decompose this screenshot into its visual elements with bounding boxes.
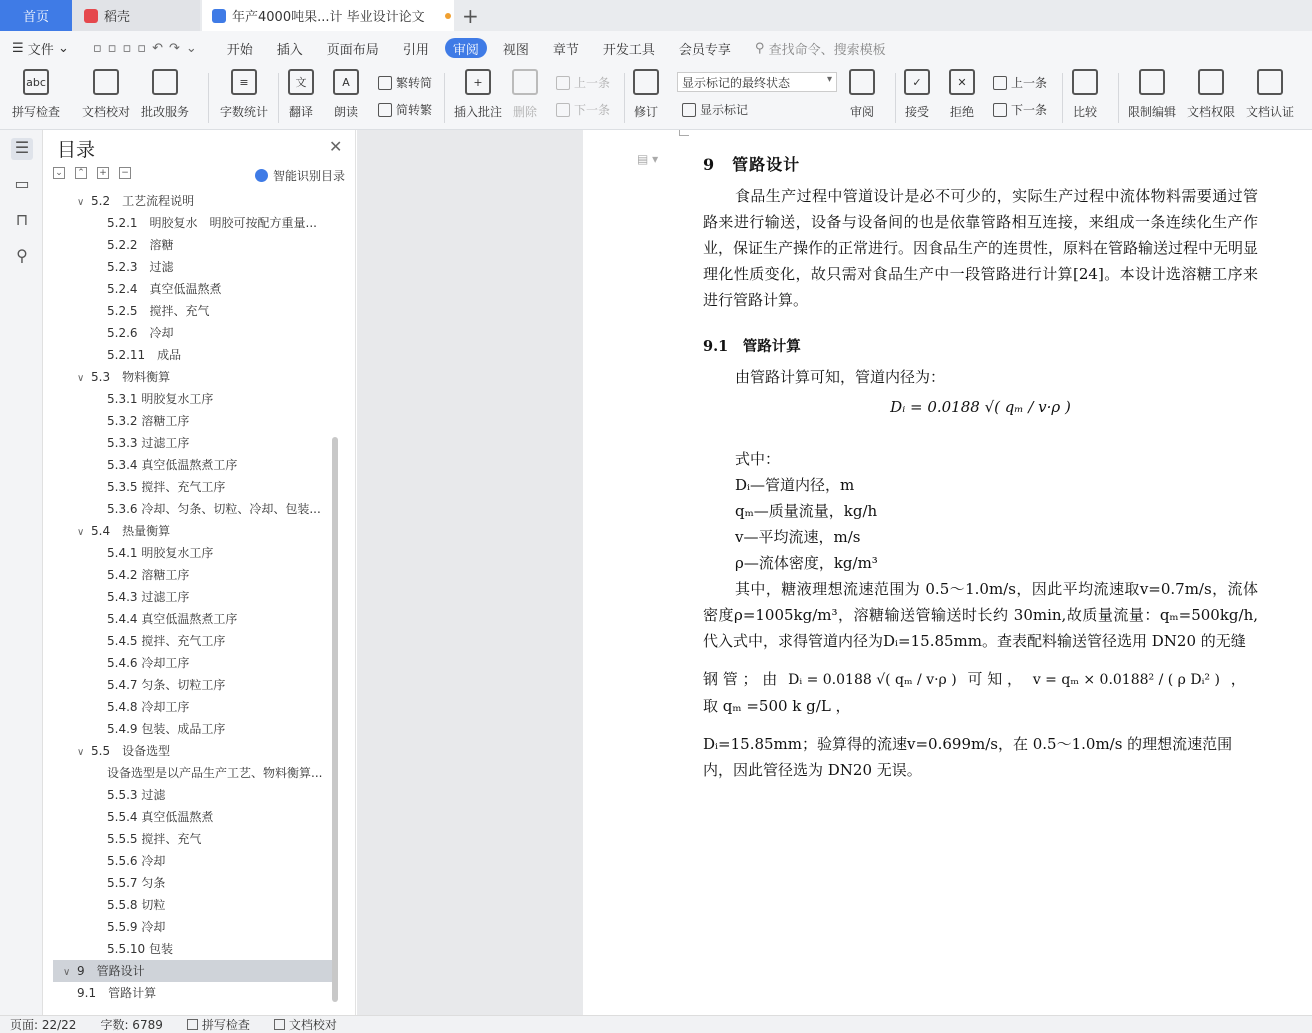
def-v: v—平均流速，m/s: [735, 528, 861, 546]
tab-home[interactable]: 首页: [0, 0, 72, 31]
divider: [1118, 73, 1119, 123]
writer-icon: [212, 9, 226, 23]
doc-proof-button[interactable]: [82, 69, 130, 120]
menu-devtools[interactable]: 开发工具: [602, 42, 655, 58]
translate-button[interactable]: [288, 69, 314, 120]
toc-item[interactable]: [53, 938, 338, 960]
chevron-down-icon[interactable]: ∨: [77, 747, 85, 758]
show-markup-icon: [682, 103, 696, 117]
verify-text-a: 钢 管 ； 由: [703, 670, 778, 688]
formula-inline-v: v = qₘ × 0.0188² / ( ρ Dᵢ² ): [1032, 672, 1220, 688]
simp-to-trad-label: 简转繁: [396, 103, 433, 117]
document-page: [583, 130, 1312, 1015]
delete-comment-icon: [512, 69, 538, 95]
restrict-edit-label: 限制编辑: [1128, 105, 1177, 119]
toc-item[interactable]: [53, 872, 338, 894]
toc-item-label: 5.5 设备选型: [91, 744, 171, 758]
toc-item[interactable]: [53, 982, 338, 1004]
where-label: 式中：: [735, 450, 781, 468]
toc-item[interactable]: [53, 630, 338, 652]
collapse-all-icon[interactable]: ⌃: [75, 167, 87, 179]
chevron-down-icon[interactable]: ∨: [77, 197, 85, 208]
chevron-down-icon[interactable]: ∨: [77, 373, 85, 384]
side-icon-strip: [0, 130, 43, 1015]
remove-heading-icon[interactable]: −: [119, 167, 131, 179]
status-spell-check[interactable]: [187, 1016, 250, 1033]
toc-item-label: 5.2 工艺流程说明: [91, 194, 195, 208]
simp-to-trad-button[interactable]: [378, 101, 432, 118]
prev-comment-button[interactable]: [556, 74, 610, 91]
menu-review[interactable]: 审阅: [445, 38, 487, 58]
accept-button[interactable]: [904, 69, 930, 120]
def-rho: ρ—流体密度，kg/m³: [735, 554, 878, 572]
menu-reference[interactable]: 引用: [402, 42, 429, 58]
read-aloud-button[interactable]: [333, 69, 359, 120]
menu-view[interactable]: 视图: [502, 42, 529, 58]
toc-item-label: 9.1 管路计算: [77, 986, 157, 1000]
heading-9-1: 9.1 管路计算: [703, 338, 801, 355]
toc-item-label: 5.2.2 溶糖: [107, 238, 174, 252]
toc-item-label: 5.3.4 真空低温熬煮工序: [107, 458, 238, 472]
toc-item-label: 5.2.6 冷却: [107, 326, 174, 340]
formula-inline-di: Dᵢ = 0.0188 √( qₘ / v·ρ ): [788, 672, 957, 688]
toc-item[interactable]: [53, 410, 338, 432]
next-change-label: 下一条: [1011, 103, 1048, 117]
toc-item-label: 5.2.3 过滤: [107, 260, 174, 274]
toc-item[interactable]: [53, 344, 338, 366]
doc-permission-label: 文档权限: [1187, 105, 1236, 119]
toc-item[interactable]: [53, 564, 338, 586]
toc-item[interactable]: [53, 960, 338, 982]
toc-item-label: 5.5.8 切粒: [107, 898, 166, 912]
toc-item-label: 9 管路设计: [77, 964, 145, 978]
compare-button[interactable]: [1072, 69, 1098, 120]
accept-label: 接受: [904, 105, 929, 119]
toc-item[interactable]: [53, 542, 338, 564]
toc-item-label: 5.3.2 溶糖工序: [107, 414, 190, 428]
verify-text-c: ， 取 qₘ =500 k g/L ，: [703, 670, 1246, 715]
insert-comment-icon: +: [465, 69, 491, 95]
reject-button[interactable]: [949, 69, 975, 120]
review-pane-label: 审阅: [849, 105, 874, 119]
paragraph-formula-intro: 由管路计算可知，管道内径为：: [735, 368, 946, 386]
prev-change-icon: [993, 76, 1007, 90]
toc-item[interactable]: [53, 366, 338, 388]
read-aloud-label: 朗读: [333, 105, 358, 119]
toc-item-label: 5.5.10 包装: [107, 942, 173, 956]
expand-all-icon[interactable]: ⌄: [53, 167, 65, 179]
spell-check-icon: abc: [23, 69, 49, 95]
def-di: Dᵢ—管道内径，m: [735, 476, 855, 494]
toc-item[interactable]: [53, 300, 338, 322]
toc-item[interactable]: [53, 454, 338, 476]
toc-item[interactable]: [53, 278, 338, 300]
track-changes-icon: [633, 69, 659, 95]
toc-item-label: 5.4.3 过滤工序: [107, 590, 190, 604]
docer-icon: [84, 9, 98, 23]
toc-item[interactable]: [53, 696, 338, 718]
toc-item[interactable]: [53, 674, 338, 696]
menu-layout[interactable]: 页面布局: [326, 42, 379, 58]
menu-start[interactable]: 开始: [226, 42, 253, 58]
toc-item[interactable]: [53, 234, 338, 256]
toc-item[interactable]: [53, 916, 338, 938]
paragraph-intro: 食品生产过程中管道设计是必不可少的，实际生产过程中流体物料需要通过管路来进行输送，设备与设备间的也是依靠管路相互连接，来组成一条连续化生产作业，保证生产操作的正常进行。因食品生产的连贯性，原料在管路输送过程中无明显理化性质变化，故只需对食品生产中一段管路进行计算[24]。本设计选溶糖工序来进行管路计算。: [703, 187, 1259, 309]
revise-service-label: 批改服务: [141, 105, 190, 119]
divider: [444, 73, 445, 123]
next-comment-button[interactable]: [556, 101, 610, 118]
spell-check-button[interactable]: [12, 69, 60, 120]
doc-proof-icon: [274, 1019, 285, 1030]
quick-access-icons[interactable]: ▫▫▫▫↶↷⌄: [92, 40, 203, 56]
search-icon: ⚲: [754, 40, 769, 56]
toc-item-label: 5.5.9 冷却: [107, 920, 166, 934]
toc-item[interactable]: [53, 608, 338, 630]
toc-item-label: 5.2.11 成品: [107, 348, 182, 362]
prev-change-label: 上一条: [1011, 76, 1048, 90]
divider: [208, 73, 209, 123]
show-markup-label: 显示标记: [700, 103, 749, 117]
toc-item-label: 5.2.1 明胶复水 明胶可按配方重量...: [107, 216, 317, 230]
toc-item[interactable]: [53, 784, 338, 806]
translate-label: 翻译: [288, 105, 313, 119]
accept-icon: ✓: [904, 69, 930, 95]
tab-document-label: 年产4000吨果...计 毕业设计论文: [232, 10, 425, 25]
new-tab-button[interactable]: +: [462, 4, 479, 28]
tab-document[interactable]: [202, 0, 454, 31]
command-search[interactable]: [743, 31, 898, 65]
doc-certify-label: 文档认证: [1246, 105, 1295, 119]
bookmark-icon[interactable]: ⊓: [15, 210, 29, 229]
track-changes-button[interactable]: [633, 69, 659, 120]
search-icon[interactable]: ⚲: [16, 246, 28, 265]
smart-toc-label: 智能识别目录: [273, 169, 346, 183]
toc-item[interactable]: [53, 476, 338, 498]
delete-comment-label: 删除: [512, 105, 537, 119]
toc-item[interactable]: [53, 806, 338, 828]
trad-to-simp-button[interactable]: [378, 74, 432, 91]
toc-item[interactable]: [53, 256, 338, 278]
toc-item-label: 5.4.8 冷却工序: [107, 700, 190, 714]
toc-item[interactable]: [53, 212, 338, 234]
doc-certify-button[interactable]: [1246, 69, 1294, 120]
delete-comment-button[interactable]: [512, 69, 538, 120]
toc-list: [53, 190, 338, 1010]
divider: [278, 73, 279, 123]
toc-item-label: 5.4.9 包装、成品工序: [107, 722, 226, 736]
toc-item-label: 5.4.6 冷却工序: [107, 656, 190, 670]
toc-item-label: 5.4 热量衡算: [91, 524, 171, 538]
toc-title: 目录: [57, 139, 96, 161]
divider: [1062, 73, 1063, 123]
heading-9: 9 管路设计: [703, 155, 801, 174]
reject-icon: ✕: [949, 69, 975, 95]
doc-proof-label: 文档校对: [82, 105, 131, 119]
toc-item[interactable]: [53, 498, 338, 520]
menu-bar: [0, 31, 1312, 65]
review-pane-icon: [849, 69, 875, 95]
margin-mark: [679, 130, 689, 136]
review-pane-button[interactable]: [849, 69, 875, 120]
toc-item-label: 5.3.3 过滤工序: [107, 436, 190, 450]
compare-label: 比较: [1072, 105, 1097, 119]
toc-item-label: 5.3.1 明胶复水工序: [107, 392, 214, 406]
simp-to-trad-icon: [378, 103, 392, 117]
file-menu[interactable]: ☰ 文件 ⌄: [12, 40, 69, 58]
toc-toolbar: [53, 167, 131, 179]
paragraph-conclusion: Dᵢ=15.85mm；验算得的流速v=0.699m/s，在 0.5～1.0m/s 的理想流速范围内，因此管径选为 DN20 无误。: [703, 735, 1233, 779]
toc-item-label: 5.5.7 匀条: [107, 876, 166, 890]
word-count-button[interactable]: [220, 69, 268, 120]
toc-scrollbar[interactable]: [332, 437, 338, 1002]
toc-item[interactable]: [53, 828, 338, 850]
next-change-icon: [993, 103, 1007, 117]
page-indicator[interactable]: 页面: 22/22: [10, 1018, 77, 1032]
toc-item[interactable]: [53, 718, 338, 740]
revise-service-button[interactable]: [141, 69, 189, 120]
paragraph-verify: [703, 666, 1258, 719]
document-margin-area: [357, 130, 583, 1015]
toc-icon[interactable]: ☰: [11, 138, 33, 160]
chevron-down-icon[interactable]: ∨: [63, 967, 71, 978]
toc-item-label: 5.4.7 匀条、切粒工序: [107, 678, 226, 692]
menu-insert[interactable]: 插入: [276, 42, 303, 58]
read-aloud-icon: A: [333, 69, 359, 95]
toc-item-label: 5.4.5 搅拌、充气工序: [107, 634, 226, 648]
tab-bar: [0, 0, 1312, 31]
def-qm: qₘ—质量流量，kg/h: [735, 502, 878, 520]
divider: [895, 73, 896, 123]
toc-item-label: 设备选型是以产品生产工艺、物料衡算...: [107, 766, 323, 780]
file-menu-label: 文件: [27, 42, 54, 58]
toc-item-label: 5.3.6 冷却、匀条、切粒、冷却、包装...: [107, 502, 321, 516]
toc-item-label: 5.5.5 搅拌、充气: [107, 832, 202, 846]
toc-item[interactable]: [53, 388, 338, 410]
divider: [624, 73, 625, 123]
add-heading-icon[interactable]: +: [97, 167, 109, 179]
track-changes-label: 修订: [633, 105, 658, 119]
toc-item[interactable]: [53, 850, 338, 872]
toc-item-label: 5.3 物料衡算: [91, 370, 171, 384]
next-change-button[interactable]: [993, 101, 1047, 118]
paragraph-calc: 其中，糖液理想流速范围为 0.5～1.0m/s，因此平均流速取v=0.7m/s，流体密度ρ=1005kg/m³，溶糖输送管输送时长约 30min,故质量流量：qₘ=500kg/h, 代入式中，求得管道内径为Dᵢ=15.85mm。查表配料输送管径选用 DN20 的无缝: [703, 580, 1258, 650]
toc-item[interactable]: [53, 520, 338, 542]
toc-item[interactable]: [53, 894, 338, 916]
chapter-nav-icon[interactable]: ▭: [14, 174, 30, 193]
toc-item-label: 5.3.5 搅拌、充气工序: [107, 480, 226, 494]
smart-toc-icon: [255, 169, 268, 182]
toc-item[interactable]: [53, 190, 338, 212]
permission-icon: [1198, 69, 1224, 95]
toc-item-label: 5.5.6 冷却: [107, 854, 166, 868]
insert-comment-button[interactable]: [454, 69, 502, 120]
tab-docer[interactable]: [72, 0, 200, 31]
spell-check-label: 拼写检查: [12, 105, 61, 119]
toc-panel: [43, 130, 356, 1015]
prev-comment-icon: [556, 76, 570, 90]
toc-item[interactable]: [53, 322, 338, 344]
menu-member[interactable]: 会员专享: [678, 42, 731, 58]
toc-item[interactable]: [53, 432, 338, 454]
paragraph-options-icon[interactable]: ▤ ▾: [637, 152, 659, 166]
status-proof-label: 文档校对: [288, 1018, 337, 1032]
doc-proof-icon: [93, 69, 119, 95]
toc-item[interactable]: [53, 740, 338, 762]
markup-state-select[interactable]: 显示标记的最终状态 ▾: [677, 72, 837, 92]
chevron-down-icon[interactable]: ∨: [77, 527, 85, 538]
trad-to-simp-icon: [378, 76, 392, 90]
restrict-edit-button[interactable]: [1128, 69, 1176, 120]
toc-item-label: 5.2.4 真空低温熬煮: [107, 282, 222, 296]
doc-permission-button[interactable]: [1187, 69, 1235, 120]
word-count-indicator[interactable]: 字数: 6789: [100, 1018, 163, 1032]
toc-item[interactable]: [53, 652, 338, 674]
word-count-icon: ≡: [231, 69, 257, 95]
verify-text-b: 可 知 ，: [967, 670, 1023, 688]
toc-item-label: 5.5.4 真空低温熬煮: [107, 810, 214, 824]
trad-to-simp-label: 繁转简: [396, 76, 433, 90]
menu-chapter[interactable]: 章节: [552, 42, 579, 58]
next-comment-label: 下一条: [574, 103, 611, 117]
formula-inner-diameter: Dᵢ = 0.0188 √( qₘ / v·ρ ): [890, 398, 1071, 416]
prev-change-button[interactable]: [993, 74, 1047, 91]
unsaved-dot-icon: [445, 13, 451, 19]
revise-service-icon: [152, 69, 178, 95]
certify-icon: [1257, 69, 1283, 95]
reject-label: 拒绝: [949, 105, 974, 119]
toc-item-label: 5.4.1 明胶复水工序: [107, 546, 214, 560]
next-comment-icon: [556, 103, 570, 117]
status-spell-label: 拼写检查: [201, 1018, 250, 1032]
prev-comment-label: 上一条: [574, 76, 611, 90]
ribbon: [0, 65, 1312, 130]
toc-item-label: 5.4.2 溶糖工序: [107, 568, 190, 582]
status-doc-proof[interactable]: [274, 1016, 337, 1033]
toc-item[interactable]: [53, 762, 338, 784]
toc-item-label: 5.2.5 搅拌、充气: [107, 304, 210, 318]
close-icon[interactable]: ✕: [329, 137, 343, 156]
toc-item-label: 5.5.3 过滤: [107, 788, 166, 802]
toc-item-label: 5.4.4 真空低温熬煮工序: [107, 612, 238, 626]
status-bar: [0, 1015, 1312, 1033]
tab-docer-label: 稻壳: [104, 10, 131, 25]
translate-icon: 文: [288, 69, 314, 95]
lock-icon: [1139, 69, 1165, 95]
insert-comment-label: 插入批注: [454, 105, 503, 119]
word-count-label: 字数统计: [220, 105, 269, 119]
command-search-label: 查找命令、搜索模板: [768, 42, 886, 58]
document-content[interactable]: [703, 152, 1258, 783]
smart-toc-button[interactable]: [255, 167, 345, 184]
toc-item[interactable]: [53, 586, 338, 608]
show-markup-button[interactable]: [682, 101, 748, 118]
spell-check-icon: [187, 1019, 198, 1030]
compare-icon: [1072, 69, 1098, 95]
